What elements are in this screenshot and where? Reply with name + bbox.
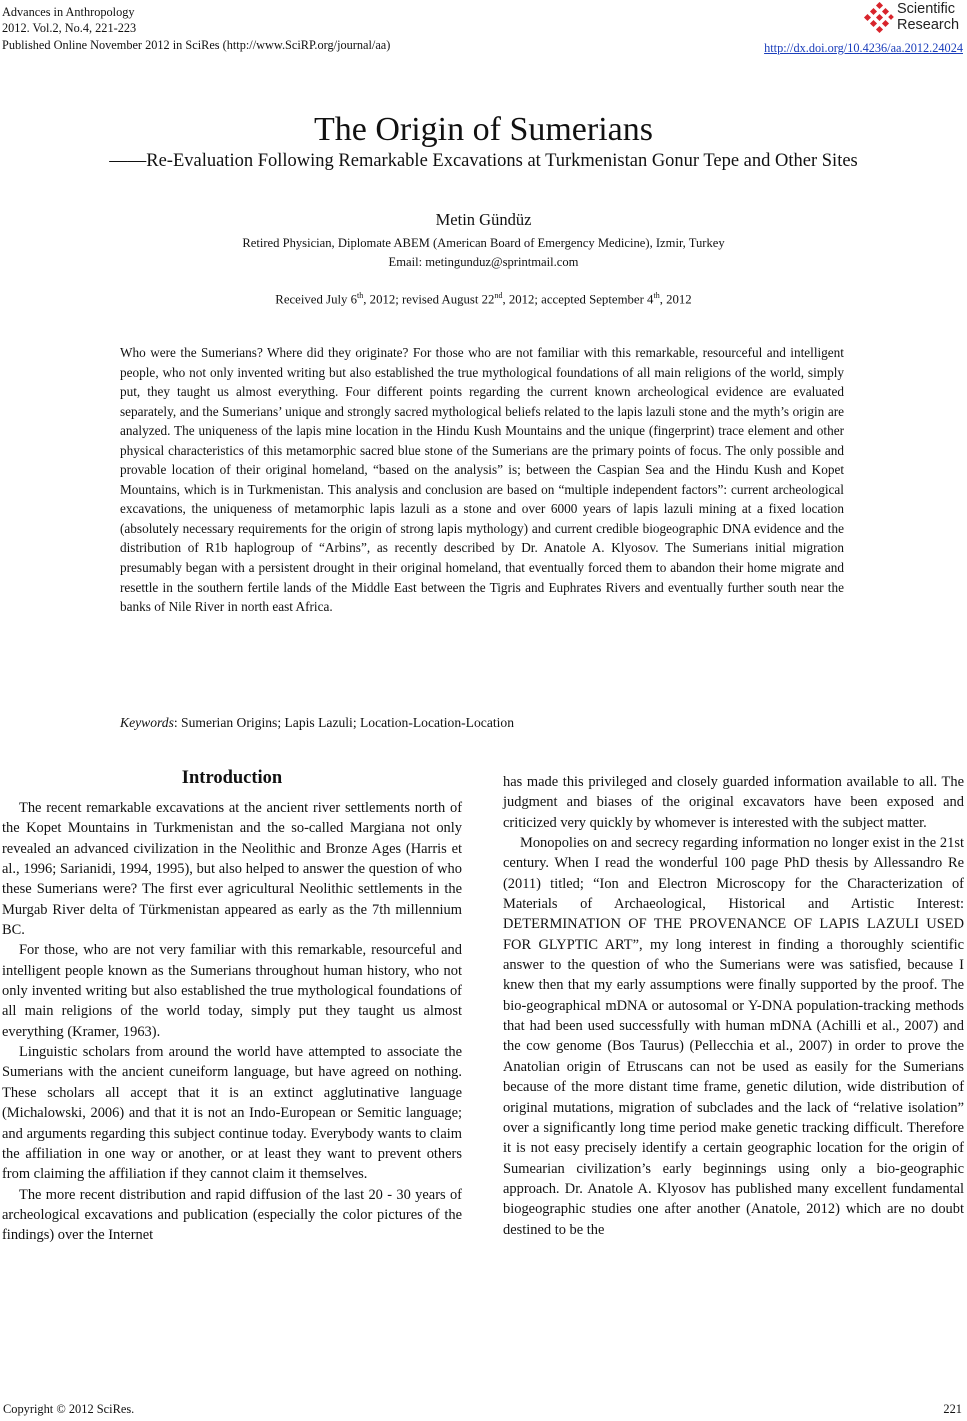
body-paragraph: The more recent distribution and rapid diffusion of the last 20 - 30 years of archeological excavations and publication (especially the color pictures of the findings) over the Internet [2,1186,462,1244]
publisher-logo [863,1,965,37]
author-name: Metin Gündüz [435,210,532,229]
body-paragraph: The recent remarkable excavations at the ancient river settlements north of the Kopet Mountains in Turkmenistan and the so-called Margiana not only revealed an advanced civilization in the Neolithic and Bronze Ages (Harris et al., 1996; Sarianidi, 1994, 1995), but also helped to answer the question of who these Sumerians were? The first ever agricultural Neolithic settlements in the Murgab River delta of Türkmenistan appeared as early as the 7th millennium BC. [2,800,462,939]
author-email: Email: metingunduz@sprintmail.com [388,254,579,269]
logo-text-line1: Scientific [897,1,956,17]
author-affiliation-block [0,234,967,271]
page-number: 221 [943,1402,962,1416]
keywords [120,713,514,732]
body-paragraph: For those, who are not very familiar with this remarkable, resourceful and intelligent people known as the Sumerians throughout human history, who not only invented writing but also established the true mythological foundations of all main religions of the world today, simply put they taught us almost everything (Kramer, 1963). [2,942,462,1040]
paper-subtitle: ——Re-Evaluation Following Remarkable Excavations at Turkmenistan Gonur Tepe and Other Sites [109,151,858,171]
logo-text-line2: Research [897,17,960,33]
copyright: Copyright © 2012 SciRes. [3,1402,135,1416]
journal-header [2,4,390,53]
body-paragraph: has made this privileged and closely guarded information available to all. The judgment and biases of the original excavators have been exposed and criticized very quickly by whomever is interested with the subject matter. [503,774,964,831]
author-affiliation: Retired Physician, Diplomate ABEM (American Board of Emergency Medicine), Izmir, Turkey [242,236,725,250]
journal-volume: 2012. Vol.2, No.4, 221-223 [2,21,137,36]
left-column [2,764,462,1246]
received-dates: Received July 6th, 2012; revised August 22nd, 2012; accepted September 4th, 2012 [275,291,692,307]
right-column [503,772,964,1240]
publication-info: Published Online November 2012 in SciRes (http://www.SciRP.org/journal/aa) [2,37,391,52]
section-heading-introduction: Introduction [181,768,283,788]
journal-name: Advances in Anthropology [2,5,135,19]
keywords-label: Keywords [120,715,174,730]
doi-link[interactable]: http://dx.doi.org/10.4236/aa.2012.24024 [764,41,963,55]
body-paragraph: Monopolies on and secrecy regarding information no longer exist in the 21st century. When I read the wonderful 100 page PhD thesis by Allessandro Re (2011) titled; “Ion and Electron Microscopy for the Characterization of Materials of Archaeological, Historical and Artistic Interest: DETERMINATION OF THE PROVENANCE OF LAPIS LAZULI USED FOR GLYPTIC ART”, my long interest in finding a thoroughly scientific answer to the question of who the Sumerians were was satisfied, because I knew then that my early assumptions were finally supported by the proof. The bio-geographical mDNA or autosomal or Y-DNA population-tracking methods that had been used successfully with human mDNA (Achilli et al., 2007) and the cow genome (Bos Taurus) (Pellecchia et al., 2007) in order to prove the Anatolian origin of Etruscans can not be used as easily for the Sumerians because of the more distant time frame, genetic dilution, wide distribution of original mutations, migration of subclades and the lack of “relative isolation” over a significantly long time period make genetic tracking difficult. Therefore it is not easy precisely identify a certain geographic location for the origin of Sumearian civilization’s early beginnings using only a bio-geographic approach. Dr. Anatole A. Klyosov has published many excellent fundamental biogeographic studies one after another (Anatole, 2012) which are no doubt destined to be the [503,835,964,1238]
keywords-text: : Sumerian Origins; Lapis Lazuli; Location-Location-Location [173,715,514,730]
scientific-research-logo-icon [863,2,895,36]
paper-title: The Origin of Sumerians [314,111,653,148]
body-paragraph: Linguistic scholars from around the world have attempted to associate the Sumerians with the ancient cuneiform language, but have agreed on nothing. These scholars all accept that it is an extinct agglutinative language (Michalowski, 2006) and that it is not an Indo-European or Semitic language; and arguments regarding this subject continue today. Everybody wants to claim the affiliation in one way or another, or at least they want to prevent others from claiming the affiliation if they cannot claim it themselves. [2,1044,462,1183]
abstract: Who were the Sumerians? Where did they originate? For those who are not familiar with this remarkable, resourceful and intelligent people, who not only invented writing but also established the true mythological foundations of all main religions of the world, simply put, they taught us almost everything. Four different points regarding the current known archeological evidence are evaluated separately, and the Sumerians’ unique and strongly sacred mythological beliefs related to the lapis lazuli stone and the myth’s origin are analyzed. The uniqueness of the lapis mine location in the Hindu Kush Mountains and the unique (fingerprint) trace element and other physical characteristics of this metamorphic sacred blue stone of the Sumerians are the primary points of focus. The only possible and provable location of their original homeland, “based on the analysis” is; between the Caspian Sea and the Hindu Kush and Kopet Mountains, which is in Turkmenistan. This analysis and conclusion are based on “multiple independent factors”: current archeological excavations, the uniqueness of metamorphic lapis lazuli as a stone and over 6000 years of lapis lazuli mining at a fixed location (absolutely necessary requirements for the origin of strong lapis mythology) and current credible biogeographic DNA evidence and the distribution of R1b haplogroup of “Arbins”, as recently described by Dr. Anatole A. Klyosov. The Sumerians initial migration presumably began with a persistent drought in their original homeland, that eventually forced them to abandon their home migrate and resettle in the southern fertile lands of the Middle East between the Tigris and Euphrates Rivers and eventually further south near the banks of Nile River in north east Africa. [120,345,844,615]
